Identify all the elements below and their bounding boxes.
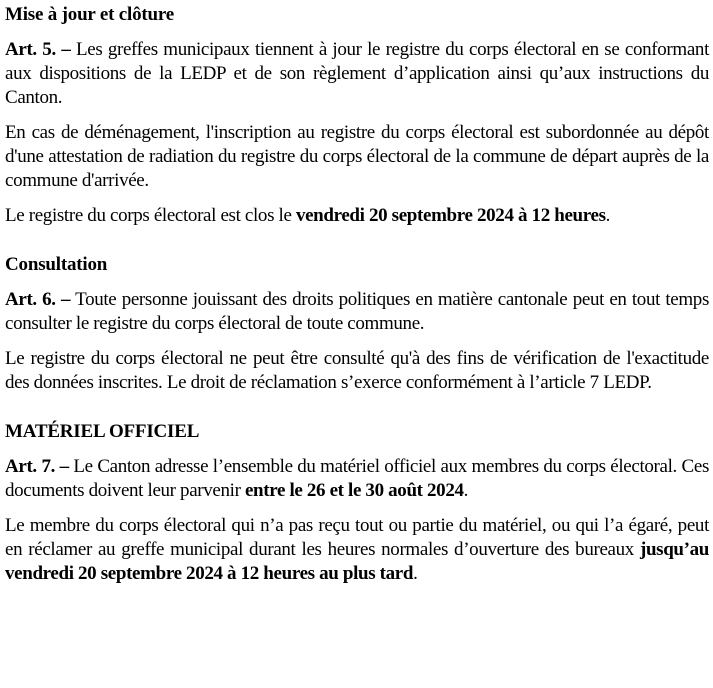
demenagement-paragraph: En cas de déménagement, l'inscription au registre du corps électoral est subordonnée au dépôt d'une attestation de radiation du registre du corps électoral de la commune de départ auprès de la commune d'arrivée. <box>5 122 709 191</box>
article-6-paragraph <box>5 288 709 336</box>
paragraph-text: Le registre du corps électoral est clos le <box>5 205 296 226</box>
verification-paragraph: Le registre du corps électoral ne peut être consulté qu'à des fins de vérification de l'exactitude des données inscrites. Le droit de réclamation s’exerce conformément à l’article 7 LEDP. <box>5 348 709 393</box>
article-7-paragraph <box>5 455 709 503</box>
section-consultation <box>5 253 709 395</box>
paragraph-text: Toute personne jouissant des droits politiques en matière cantonale peut en tout temps consulter le registre du corps électoral de toute commune. <box>5 289 709 334</box>
paragraph-text: . <box>413 563 418 584</box>
section-heading: Consultation <box>5 254 108 275</box>
paragraph-text: Les greffes municipaux tiennent à jour le registre du corps électoral en se conformant aux dispositions de la LEDP et de son règlement d’application ainsi qu’aux instructions du Canton. <box>5 39 709 108</box>
paragraph-text: Le membre du corps électoral qui n’a pas reçu tout ou partie du matériel, ou qui l’a égaré, peut en réclamer au greffe municipal durant les heures normales d’ouverture des bureaux <box>5 515 709 560</box>
reclamation-paragraph <box>5 514 709 586</box>
deadline-date: jusqu’au vendredi 20 septembre 2024 à 12 heures au plus tard <box>5 539 709 584</box>
cloture-paragraph <box>5 204 709 228</box>
section-heading: Mise à jour et clôture <box>5 4 175 25</box>
paragraph-text: . <box>463 480 469 501</box>
article-number: Art. 5. – <box>5 39 71 60</box>
article-5-paragraph <box>5 38 709 110</box>
delivery-dates: entre le 26 et le 30 août 2024 <box>244 480 464 501</box>
paragraph-text: Le Canton adresse l’ensemble du matériel officiel aux membres du corps électoral. Ces documents doivent leur parvenir <box>5 456 709 501</box>
section-materiel-officiel <box>5 420 709 586</box>
article-number: Art. 7. – <box>5 456 69 477</box>
section-heading: MATÉRIEL OFFICIEL <box>5 421 200 442</box>
article-number: Art. 6. – <box>5 289 71 310</box>
section-mise-a-jour <box>5 0 709 228</box>
paragraph-text: . <box>605 205 611 226</box>
deadline-date: vendredi 20 septembre 2024 à 12 heures <box>295 205 606 226</box>
